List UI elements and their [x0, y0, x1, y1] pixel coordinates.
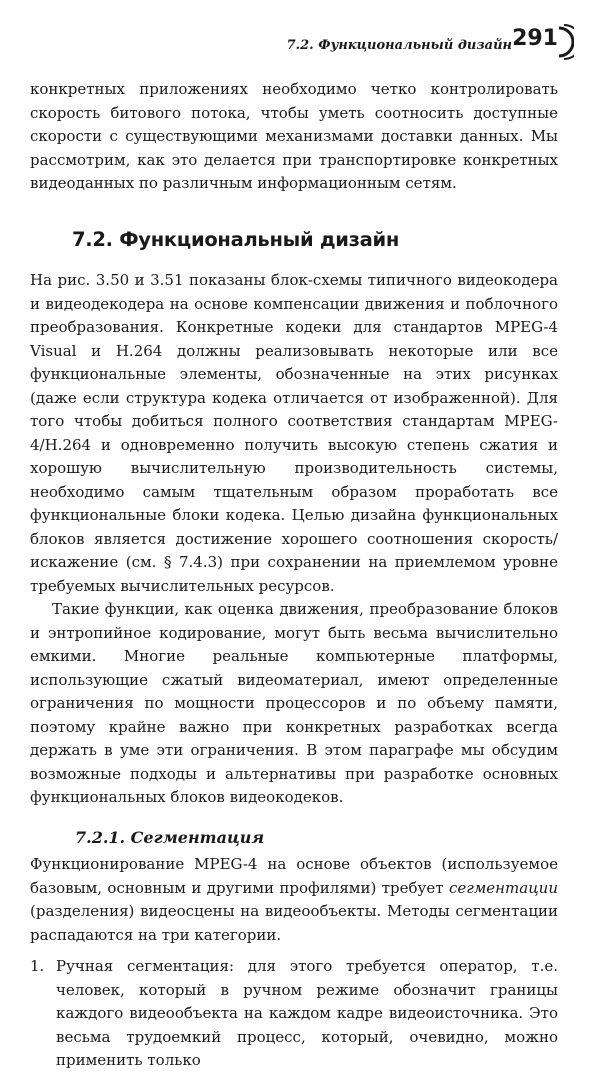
running-head: 7.2. Функциональный дизайн: [286, 38, 512, 53]
paragraph-segmentation: [30, 853, 558, 947]
intro-paragraph: конкретных приложениях необходимо четко контролировать скорость битового потока, чтобы уметь соотносить доступные скорости с существующими механизмами доставки данных. Мы рассмотрим, как это делается при транспортировке конкретных видеоданных по различным информационным сетям.: [30, 80, 558, 192]
segmentation-methods-list: [30, 955, 558, 1073]
list-item-text: Ручная сегментация: для этого требуется оператор, т.е. человек, который в ручном режиме обозначит границы каждого видеообъекта на каждом кадре видеоисточника. Это весьма трудоемкий процесс, который, очевидно, можно применить только: [56, 957, 558, 1069]
paragraph-figures: На рис. 3.50 и 3.51 показаны блок-схемы типичного видеокодера и видеодекодера на основе компенсации движения и поблочного преобразования. Конкретные кодеки для стандартов MPEG-4 Visual и H.264 должны реализовывать некоторые или все функциональные элементы, обозначенные на этих рисунках (даже если структура кодека отличается от изображенной). Для того чтобы добиться полного соответствия стандартам MPEG-4/H.264 и одновременно получить высокую степень сжатия и хорошую вычислительную производительность системы, необходимо самым тщательным образом проработать все функциональные блоки кодека. Целью дизайна функциональных блоков является достижение хорошего соотношения скорость/искажение (см. § 7.4.3) при сохранении на приемлемом уровне требуемых вычислительных ресурсов.: [30, 271, 558, 595]
page-number: 291: [512, 26, 558, 51]
list-item: [30, 955, 558, 1073]
section-title: 7.2. Функциональный дизайн: [72, 227, 400, 251]
page-header: [0, 22, 604, 62]
segmentation-term: сегментации: [448, 878, 558, 897]
paragraph-segmentation-part1: Функционирование MPEG-4 на основе объектов (используемое базовым, основным и другими профилями) требует: [30, 855, 558, 897]
page-content: [30, 78, 558, 1073]
subsection-title: 7.2.1. Сегментация: [75, 827, 265, 847]
list-item-number: 1.: [30, 957, 45, 975]
page-number-arcs-decoration: [556, 22, 574, 62]
paragraph-segmentation-part2: (разделения) видеосцены на видеообъекты. Методы сегментации распадаются на три категории.: [30, 902, 558, 944]
paragraph-functions: Такие функции, как оценка движения, преобразование блоков и энтропийное кодирование, могут быть весьма вычислительно емкими. Многие реальные компьютерные платформы, использующие сжатый видеоматериал, имеют определенные ограничения по мощности процессоров и по объему памяти, поэтому крайне важно при конкретных разработках всегда держать в уме эти ограничения. В этом параграфе мы обсудим возможные подходы и альтернативы при разработке основных функциональных блоков видеокодеков.: [30, 600, 558, 806]
